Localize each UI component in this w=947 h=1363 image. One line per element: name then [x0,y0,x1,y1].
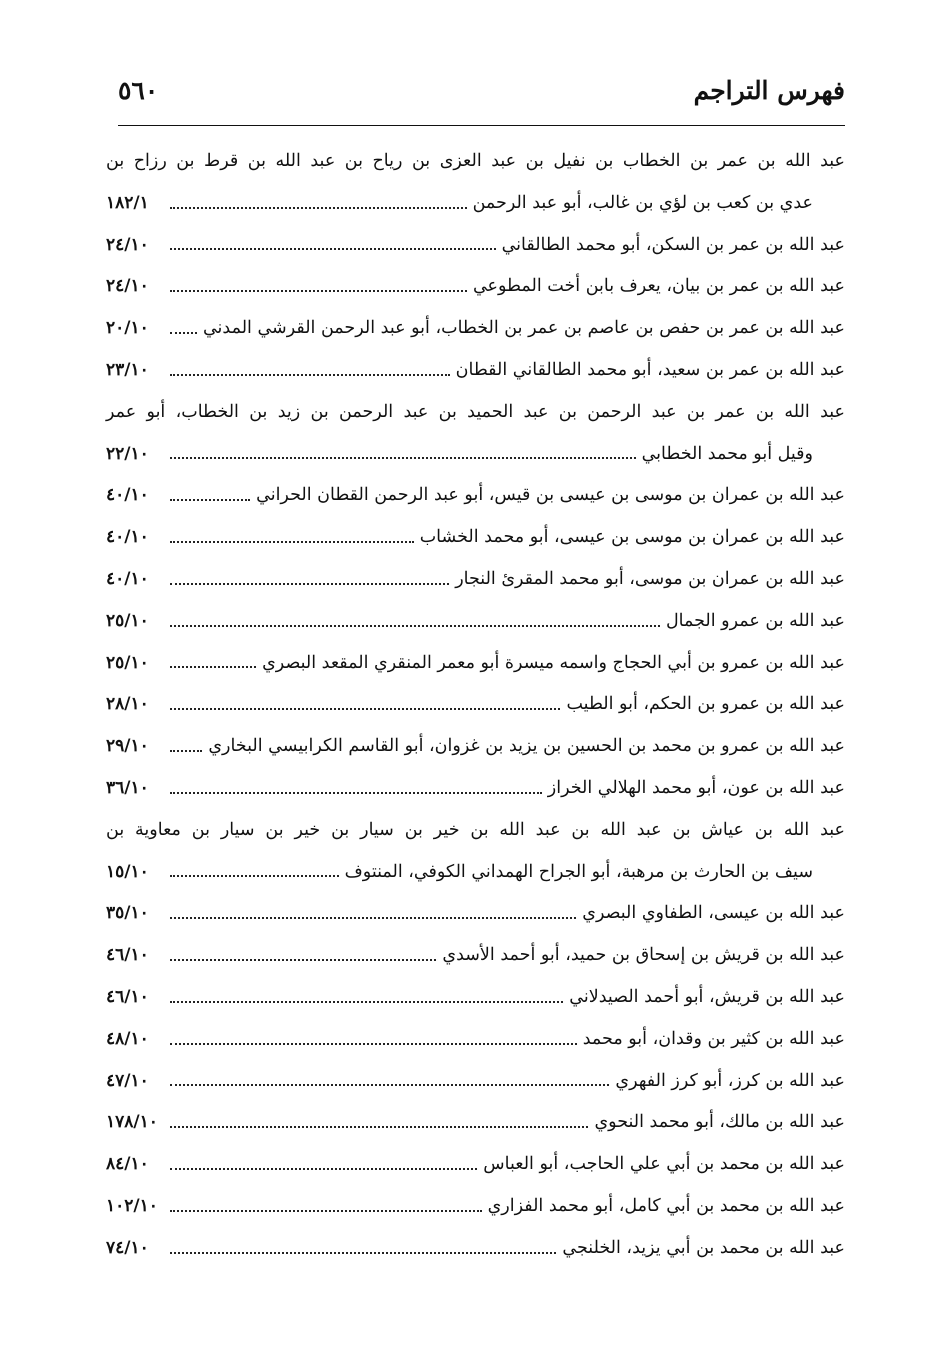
volume-page-reference: ٢٠/١٠ [106,318,149,339]
volume-page-reference: ٣٥/١٠ [106,903,149,924]
entry-name-text: عدي بن كعب بن لؤي بن غالب، أبو عبد الرحمن [472,192,813,213]
entry-final-line [106,852,845,894]
dot-leader [170,792,542,794]
volume-page-reference: ١٨٢/١ [106,192,149,213]
entry-final-line [106,350,845,392]
entry-name-line: عبد الله بن عمر بن عبد الرحمن بن عبد الحميد بن عبد الرحمن بن زيد بن الخطاب، أبو عمر [106,401,845,422]
page-number: ٥٦٠ [118,76,159,105]
entry-final-line [106,434,845,476]
entry-final-line [106,517,845,559]
index-entry [106,684,845,726]
entry-name-text: عبد الله بن عمرو الجمال [665,610,845,631]
dot-leader [170,1084,609,1086]
dot-leader [170,457,636,459]
entry-name-text: عبد الله بن عمران بن موسى، أبو محمد المقرئ النجار [455,568,845,589]
entry-final-line [106,1144,845,1186]
index-entry [106,977,845,1019]
dot-leader [170,207,467,209]
dot-leader [170,1001,563,1003]
entry-final-line [106,1019,845,1061]
volume-page-reference: ٧٤/١٠ [106,1237,149,1258]
volume-page-reference: ٢٥/١٠ [106,652,149,673]
dot-leader [170,959,436,961]
volume-page-reference: ٤٦/١٠ [106,945,149,966]
index-entry [106,517,845,559]
entry-name-text: عبد الله بن محمد بن أبي كامل، أبو محمد الفزاري [487,1195,845,1216]
entry-name-text: عبد الله بن كرز، أبو كرز الفهري [615,1070,845,1091]
index-entry [106,935,845,977]
entry-final-line [106,1228,845,1270]
index-entry [106,1019,845,1061]
entry-final-line [106,643,845,685]
dot-leader [170,541,414,543]
dot-leader [170,917,576,919]
volume-page-reference: ٢٣/١٠ [106,359,149,380]
entry-name-text: عبد الله بن كثير بن وقدان، أبو محمد [582,1028,845,1049]
dot-leader [170,875,339,877]
entry-name-text: عبد الله بن عمرو بن الحكم، أبو الطيب [566,694,845,715]
volume-page-reference: ١٧٨/١٠ [106,1112,158,1133]
entry-final-line [106,684,845,726]
volume-page-reference: ٤٠/١٠ [106,568,149,589]
volume-page-reference: ٢٥/١٠ [106,610,149,631]
index-entry [106,601,845,643]
entry-name-line: عبد الله بن عمر بن الخطاب بن نفيل بن عبد العزى بن رياح بن عبد الله بن قرط بن رزاح بن [106,151,845,171]
volume-page-reference: ٨٤/١٠ [106,1154,149,1175]
index-entry [106,141,845,225]
dot-leader [170,666,256,668]
entry-name-text: عبد الله بن قريش بن إسحاق بن حميد، أبو أحمد الأسدي [442,945,845,966]
dot-leader [170,750,202,752]
page-header [118,70,845,116]
index-entry [106,559,845,601]
entry-name-text: عبد الله بن عون، أبو محمد الهلالي الخراز [547,777,845,798]
volume-page-reference: ٢٤/١٠ [106,234,149,255]
dot-leader [170,1252,556,1254]
dot-leader [170,625,660,627]
entry-name-text: عبد الله بن عمر بن السكن، أبو محمد الطالقاني [501,234,845,255]
volume-page-reference: ٤٠/١٠ [106,485,149,506]
entry-name-text: عبد الله بن عمرو بن محمد بن الحسين بن يزيد بن غزوان، أبو القاسم الكرابيسي البخاري [208,736,845,757]
entry-final-line [106,601,845,643]
entry-final-line [106,977,845,1019]
entry-name-text: عبد الله بن عمرو بن أبي الحجاج واسمه ميسرة أبو معمر المنقري المقعد البصري [262,652,845,673]
volume-page-reference: ٤٨/١٠ [106,1028,149,1049]
index-entry [106,893,845,935]
page-title: فهرس التراجم [693,76,845,105]
entry-final-line [106,266,845,308]
entry-final-line [106,1186,845,1228]
entry-name-text: عبد الله بن عمر بن بيان، يعرف بابن أخت المطوعي [472,276,845,297]
index-entry [106,350,845,392]
volume-page-reference: ١٠٢/١٠ [106,1195,158,1216]
entry-final-line [106,1102,845,1144]
dot-leader [170,1126,588,1128]
dot-leader [170,708,560,710]
dot-leader [170,1043,577,1045]
dot-leader [170,332,197,334]
index-entry [106,1144,845,1186]
index-entry [106,726,845,768]
dot-leader [170,583,449,585]
volume-page-reference: ٤٦/١٠ [106,986,149,1007]
entry-final-line [106,225,845,267]
entry-name-text: عبد الله بن عمر بن سعيد، أبو محمد الطالقاني القطان [455,359,845,380]
entry-name-text: عبد الله بن محمد بن أبي يزيد، الخلنجي [562,1237,845,1258]
volume-page-reference: ٣٦/١٠ [106,777,149,798]
entry-final-line [106,475,845,517]
entry-name-text: عبد الله بن عمران بن موسى بن عيسى بن قيس، أبو عبد الرحمن القطان الحراني [256,485,845,506]
index-entry [106,392,845,476]
entry-final-line [106,768,845,810]
index-entry [106,475,845,517]
volume-page-reference: ٤٠/١٠ [106,527,149,548]
entry-final-line [106,935,845,977]
volume-page-reference: ٤٧/١٠ [106,1070,149,1091]
entry-final-line [106,1061,845,1103]
entry-name-text: عبد الله بن عمران بن موسى بن عيسى، أبو محمد الخشاب [419,527,845,548]
entry-final-line [106,308,845,350]
entry-name-text: عبد الله بن محمد بن أبي علي الحاجب، أبو العباس [483,1154,845,1175]
dot-leader [170,1168,477,1170]
entry-name-text: وقيل أبو محمد الخطابي [641,443,813,464]
index-entry [106,1061,845,1103]
volume-page-reference: ٢٩/١٠ [106,736,149,757]
index-entry [106,1228,845,1270]
dot-leader [170,374,450,376]
header-divider [118,125,845,126]
volume-page-reference: ١٥/١٠ [106,861,149,882]
index-entry [106,810,845,894]
index-entry [106,308,845,350]
entry-name-text: عبد الله بن عمر بن حفص بن عاصم بن عمر بن الخطاب، أبو عبد الرحمن القرشي المدني [202,318,845,339]
entry-name-text: سيف بن الحارث بن مرهبة، أبو الجراح الهمداني الكوفي، المنتوف [344,861,813,882]
entry-final-line [106,726,845,768]
volume-page-reference: ٢٨/١٠ [106,694,149,715]
index-entry [106,1102,845,1144]
entry-final-line [106,183,845,225]
entry-name-text: عبد الله بن قريش، أبو أحمد الصيدلاني [569,986,845,1007]
biography-index-list [106,141,845,1270]
entry-name-line: عبد الله بن عياش بن عبد الله بن عبد الله بن خير بن سيار بن خير بن سيار بن معاوية بن [106,819,845,840]
entry-name-text: عبد الله بن مالك، أبو محمد النحوي [594,1112,845,1133]
volume-page-reference: ٢٢/١٠ [106,443,149,464]
volume-page-reference: ٢٤/١٠ [106,276,149,297]
dot-leader [170,290,467,292]
entry-final-line [106,893,845,935]
entry-name-text: عبد الله بن عيسى، الطفاوي البصري [582,903,845,924]
index-entry [106,768,845,810]
index-entry [106,643,845,685]
index-entry [106,266,845,308]
dot-leader [170,1210,482,1212]
dot-leader [170,499,250,501]
dot-leader [170,248,496,250]
entry-final-line [106,559,845,601]
index-entry [106,225,845,267]
index-entry [106,1186,845,1228]
